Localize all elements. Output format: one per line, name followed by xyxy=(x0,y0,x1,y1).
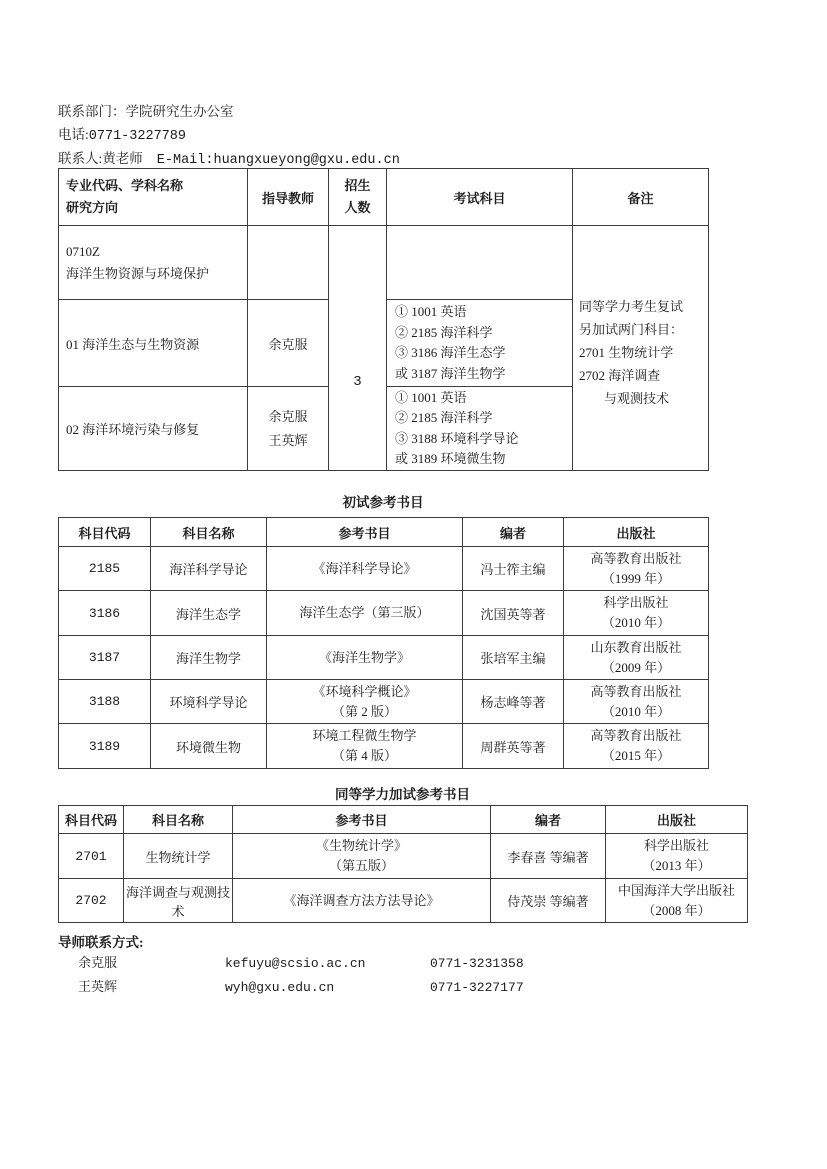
publisher-name: 山东教育出版社 xyxy=(590,639,682,655)
advisor-phone: 0771-3227177 xyxy=(430,980,524,995)
publisher xyxy=(606,834,748,879)
subject-code: 3188 xyxy=(59,680,151,724)
header-major-code xyxy=(59,169,248,226)
ref1-header-publisher: 出版社 xyxy=(564,518,709,547)
header-enrollment-line1: 招生 xyxy=(344,178,371,193)
publisher-name: 中国海洋大学出版社 xyxy=(617,882,735,898)
advisor-contacts-title: 导师联系方式: xyxy=(58,935,144,950)
contact-email: E-Mail:huangxueyong@gxu.edu.cn xyxy=(156,153,400,168)
publisher xyxy=(606,879,748,923)
advisor-name: 余克服 xyxy=(78,955,118,970)
phone-label: 电话: xyxy=(58,126,89,142)
exam-line: ③ 3188 环境科学导论 xyxy=(395,430,519,446)
book-title-line: 《海洋生物学》 xyxy=(318,649,410,665)
contact-department-line: 联系部门：学院研究生办公室 xyxy=(58,104,234,119)
publisher-name: 科学出版社 xyxy=(643,838,709,853)
publisher-year: （2009 年） xyxy=(601,659,671,675)
book-title xyxy=(267,680,463,724)
admissions-table xyxy=(58,168,709,471)
ref1-header-code: 科目代码 xyxy=(59,518,151,547)
publisher-name: 高等教育出版社 xyxy=(590,728,682,743)
advisor-cell-01: 余克服 xyxy=(248,300,329,387)
table-row xyxy=(59,636,709,680)
book-title-line: 《生物统计学》 xyxy=(315,838,407,853)
advisor-name: 余克服 xyxy=(268,408,308,424)
subject-code: 3186 xyxy=(59,591,151,636)
ref2-header-book: 参考书目 xyxy=(233,806,491,834)
publisher xyxy=(564,680,709,724)
header-enrollment xyxy=(329,169,387,226)
subject-code: 2702 xyxy=(59,879,124,923)
book-title xyxy=(267,547,463,591)
exam-line: ② 2185 海洋科学 xyxy=(395,324,493,340)
book-title xyxy=(267,636,463,680)
header-remarks: 备注 xyxy=(573,169,709,226)
table-row xyxy=(59,591,709,636)
exam-line: 或 3189 环境微生物 xyxy=(395,451,506,466)
contact-phone-line xyxy=(58,124,400,149)
table-row xyxy=(59,724,709,769)
phone-value: 0771-3227789 xyxy=(88,128,186,144)
subject-name: 环境微生物 xyxy=(151,724,267,769)
remark-line: 2702 海洋调查 xyxy=(579,367,661,383)
editor: 张培军主编 xyxy=(463,636,564,680)
advisor-email: kefuyu@scsio.ac.cn xyxy=(225,956,366,971)
subject-code: 2185 xyxy=(59,547,151,591)
advisor-contact-row xyxy=(78,979,718,996)
advisor-name: 王英辉 xyxy=(78,979,118,994)
ref2-header-code: 科目代码 xyxy=(59,806,124,834)
table-row xyxy=(59,879,748,923)
book-title xyxy=(267,591,463,636)
advisor-email: wyh@gxu.edu.cn xyxy=(225,980,335,995)
header-exam-subjects: 考试科目 xyxy=(387,169,573,226)
subject-code: 2701 xyxy=(59,834,124,879)
section-title-preliminary-refs: 初试参考书目 xyxy=(342,495,424,510)
preliminary-reference-table xyxy=(58,517,709,769)
remark-line: 2701 生物统计学 xyxy=(579,344,674,360)
editor: 杨志峰等著 xyxy=(463,680,564,724)
exam-subjects-cell-02 xyxy=(387,387,573,471)
subject-name: 海洋科学导论 xyxy=(151,547,267,591)
contact-person: 联系人:黄老师 xyxy=(58,151,143,166)
contact-header-block xyxy=(58,101,400,173)
publisher xyxy=(564,591,709,636)
subject-name: 海洋生物学 xyxy=(151,636,267,680)
editor: 侍茂崇 等编著 xyxy=(491,879,606,923)
book-title xyxy=(267,724,463,769)
book-title xyxy=(233,834,491,879)
enrollment-count-cell: 3 xyxy=(329,226,387,471)
book-title xyxy=(233,879,491,923)
publisher xyxy=(564,636,709,680)
remark-line: 同等学力考生复试 xyxy=(579,298,684,314)
subject-code: 3187 xyxy=(59,636,151,680)
direction-cell-02: 02 海洋环境污染与修复 xyxy=(59,387,248,471)
program-name: 海洋生物资源与环境保护 xyxy=(66,265,210,281)
remark-line: 与观测技术 xyxy=(604,390,670,406)
publisher-year: （2013 年） xyxy=(642,858,711,873)
table-row xyxy=(59,834,748,879)
advisor-cell-empty xyxy=(248,226,329,300)
exam-subjects-cell-01 xyxy=(387,300,573,387)
publisher xyxy=(564,547,709,591)
publisher-year: （2010 年） xyxy=(601,615,671,630)
ref2-header-subject: 科目名称 xyxy=(124,806,233,834)
header-major-code-line1: 专业代码、学科名称 xyxy=(66,178,184,193)
book-title-line: 《海洋科学导论》 xyxy=(312,560,417,576)
book-edition-line: （第五版） xyxy=(328,858,394,873)
editor: 李春喜 等编著 xyxy=(491,834,606,879)
editor: 冯士筰主编 xyxy=(463,547,564,591)
subject-code: 3189 xyxy=(59,724,151,769)
exam-line: ① 1001 英语 xyxy=(395,304,467,319)
publisher-year: （2010 年） xyxy=(601,703,671,719)
section-title-equivalent-refs: 同等学力加试参考书目 xyxy=(335,787,470,802)
advisor-phone: 0771-3231358 xyxy=(430,956,524,971)
ref1-header-editor: 编者 xyxy=(463,518,564,547)
table-row xyxy=(59,680,709,724)
header-research-direction: 研究方向 xyxy=(66,200,119,215)
direction-cell-01: 01 海洋生态与生物资源 xyxy=(59,300,248,387)
book-title-line: 海洋生态学（第三版） xyxy=(299,605,430,620)
subject-name: 生物统计学 xyxy=(124,834,233,879)
ref1-header-subject: 科目名称 xyxy=(151,518,267,547)
editor: 沈国英等著 xyxy=(463,591,564,636)
ref2-header-editor: 编者 xyxy=(491,806,606,834)
program-cell xyxy=(59,226,248,300)
header-enrollment-line2: 人数 xyxy=(344,200,371,215)
editor: 周群英等著 xyxy=(463,724,564,769)
program-code: 0710Z xyxy=(66,243,100,259)
exam-line: ② 2185 海洋科学 xyxy=(395,410,493,425)
ref1-header-book: 参考书目 xyxy=(267,518,463,547)
publisher-name: 科学出版社 xyxy=(603,595,669,610)
book-edition-line: （第 2 版） xyxy=(331,703,397,719)
book-edition-line: （第 4 版） xyxy=(331,748,397,763)
book-title-line: 《海洋调查方法方法导论》 xyxy=(283,892,440,908)
publisher-name: 高等教育出版社 xyxy=(590,550,682,566)
subject-name: 海洋生态学 xyxy=(151,591,267,636)
publisher-name: 高等教育出版社 xyxy=(590,683,682,699)
advisor-contact-row xyxy=(78,955,718,972)
table-row xyxy=(59,547,709,591)
exam-line: ① 1001 英语 xyxy=(395,389,467,405)
publisher-year: （1999 年） xyxy=(601,570,671,586)
equivalent-education-reference-table xyxy=(58,805,748,923)
subject-name: 环境科学导论 xyxy=(151,680,267,724)
publisher-year: （2015 年） xyxy=(601,748,671,763)
exam-line: ③ 3186 海洋生态学 xyxy=(395,345,506,360)
ref2-header-publisher: 出版社 xyxy=(606,806,748,834)
exam-cell-empty xyxy=(387,226,573,300)
book-title-line: 环境工程微生物学 xyxy=(312,728,417,743)
advisor-cell-02 xyxy=(248,387,329,471)
subject-name: 海洋调查与观测技术 xyxy=(124,879,233,923)
header-advisor: 指导教师 xyxy=(248,169,329,226)
book-title-line: 《环境科学概论》 xyxy=(312,683,417,699)
remark-line: 另加试两门科目： xyxy=(579,321,684,337)
publisher-year: （2008 年） xyxy=(642,902,711,918)
exam-line: 或 3187 海洋生物学 xyxy=(395,365,506,381)
publisher xyxy=(564,724,709,769)
advisor-name: 王英辉 xyxy=(268,432,308,448)
remarks-cell xyxy=(573,226,709,471)
